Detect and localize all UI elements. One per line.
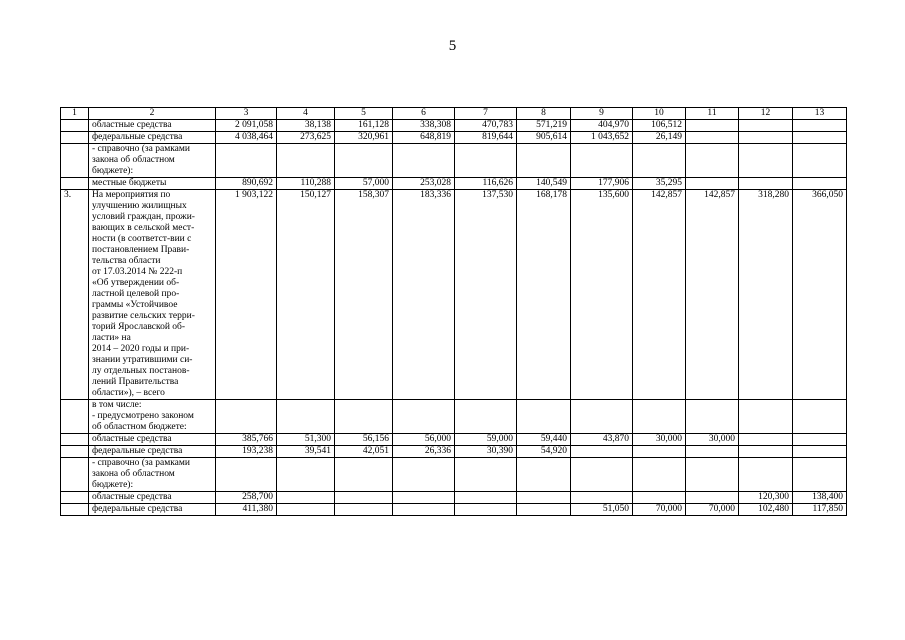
value-cell xyxy=(335,492,393,504)
row-description: областные средства xyxy=(89,120,216,132)
value-cell xyxy=(793,400,847,434)
value-cell xyxy=(277,144,335,178)
row-number xyxy=(61,120,89,132)
value-cell: 59,440 xyxy=(517,434,571,446)
row-number xyxy=(61,434,89,446)
table-row xyxy=(61,144,847,178)
value-cell xyxy=(277,400,335,434)
row-description: федеральные средства xyxy=(89,132,216,144)
value-cell xyxy=(793,132,847,144)
value-cell: 38,138 xyxy=(277,120,335,132)
column-header: 9 xyxy=(571,108,633,120)
value-cell xyxy=(633,144,686,178)
value-cell xyxy=(335,400,393,434)
value-cell xyxy=(277,458,335,492)
value-cell: 117,850 xyxy=(793,504,847,516)
value-cell xyxy=(686,120,739,132)
value-cell xyxy=(277,504,335,516)
value-cell: 39,541 xyxy=(277,446,335,458)
value-cell: 161,128 xyxy=(335,120,393,132)
value-cell xyxy=(793,144,847,178)
column-header: 7 xyxy=(455,108,517,120)
value-cell: 320,961 xyxy=(335,132,393,144)
value-cell: 120,300 xyxy=(739,492,793,504)
table-row xyxy=(61,446,847,458)
value-cell: 56,156 xyxy=(335,434,393,446)
value-cell xyxy=(335,458,393,492)
column-header: 1 xyxy=(61,108,89,120)
value-cell xyxy=(393,400,455,434)
value-cell xyxy=(455,504,517,516)
value-cell xyxy=(517,492,571,504)
value-cell xyxy=(277,492,335,504)
value-cell xyxy=(633,446,686,458)
value-cell xyxy=(686,400,739,434)
value-cell: 102,480 xyxy=(739,504,793,516)
value-cell: 258,700 xyxy=(216,492,277,504)
value-cell: 140,549 xyxy=(517,178,571,190)
value-cell xyxy=(393,144,455,178)
value-cell: 158,307 xyxy=(335,190,393,400)
value-cell xyxy=(686,132,739,144)
column-header: 6 xyxy=(393,108,455,120)
column-header: 10 xyxy=(633,108,686,120)
value-cell: 43,870 xyxy=(571,434,633,446)
value-cell xyxy=(393,504,455,516)
value-cell xyxy=(571,446,633,458)
value-cell xyxy=(517,400,571,434)
value-cell: 137,530 xyxy=(455,190,517,400)
row-description: местные бюджеты xyxy=(89,178,216,190)
row-number xyxy=(61,458,89,492)
value-cell xyxy=(793,178,847,190)
value-cell: 57,000 xyxy=(335,178,393,190)
table-row xyxy=(61,120,847,132)
value-cell xyxy=(393,458,455,492)
value-cell: 26,336 xyxy=(393,446,455,458)
value-cell xyxy=(216,144,277,178)
row-description: в том числе: - предусмотрено законом об областном бюджете: xyxy=(89,400,216,434)
value-cell: 42,051 xyxy=(335,446,393,458)
table-row xyxy=(61,504,847,516)
value-cell xyxy=(455,458,517,492)
row-description: областные средства xyxy=(89,492,216,504)
value-cell xyxy=(571,144,633,178)
value-cell: 648,819 xyxy=(393,132,455,144)
value-cell xyxy=(335,504,393,516)
value-cell: 116,626 xyxy=(455,178,517,190)
page-number: 5 xyxy=(448,38,457,54)
column-header: 11 xyxy=(686,108,739,120)
value-cell: 56,000 xyxy=(393,434,455,446)
value-cell xyxy=(455,400,517,434)
value-cell: 70,000 xyxy=(633,504,686,516)
value-cell: 819,644 xyxy=(455,132,517,144)
table-row xyxy=(61,190,847,400)
row-description: областные средства xyxy=(89,434,216,446)
row-number: 3. xyxy=(61,190,89,400)
value-cell: 571,219 xyxy=(517,120,571,132)
value-cell xyxy=(517,458,571,492)
value-cell: 142,857 xyxy=(686,190,739,400)
row-number xyxy=(61,400,89,434)
column-header: 12 xyxy=(739,108,793,120)
value-cell xyxy=(633,492,686,504)
value-cell: 1 903,122 xyxy=(216,190,277,400)
value-cell xyxy=(739,178,793,190)
value-cell: 318,280 xyxy=(739,190,793,400)
value-cell: 26,149 xyxy=(633,132,686,144)
row-number xyxy=(61,504,89,516)
value-cell: 470,783 xyxy=(455,120,517,132)
value-cell: 110,288 xyxy=(277,178,335,190)
value-cell xyxy=(216,458,277,492)
column-header: 5 xyxy=(335,108,393,120)
value-cell: 1 043,652 xyxy=(571,132,633,144)
value-cell xyxy=(455,492,517,504)
table-row xyxy=(61,492,847,504)
table-header-row xyxy=(61,108,847,120)
value-cell: 193,238 xyxy=(216,446,277,458)
column-header: 2 xyxy=(89,108,216,120)
row-number xyxy=(61,178,89,190)
value-cell xyxy=(517,144,571,178)
value-cell xyxy=(216,400,277,434)
value-cell xyxy=(335,144,393,178)
value-cell: 30,000 xyxy=(633,434,686,446)
row-number xyxy=(61,132,89,144)
value-cell: 35,295 xyxy=(633,178,686,190)
row-number xyxy=(61,144,89,178)
value-cell xyxy=(739,120,793,132)
value-cell: 30,000 xyxy=(686,434,739,446)
value-cell xyxy=(571,492,633,504)
value-cell: 404,970 xyxy=(571,120,633,132)
value-cell: 59,000 xyxy=(455,434,517,446)
value-cell xyxy=(571,400,633,434)
value-cell xyxy=(393,492,455,504)
value-cell: 905,614 xyxy=(517,132,571,144)
row-description: федеральные средства xyxy=(89,446,216,458)
value-cell: 273,625 xyxy=(277,132,335,144)
value-cell: 150,127 xyxy=(277,190,335,400)
value-cell xyxy=(455,144,517,178)
value-cell xyxy=(739,446,793,458)
value-cell: 411,380 xyxy=(216,504,277,516)
value-cell: 366,050 xyxy=(793,190,847,400)
value-cell xyxy=(686,458,739,492)
row-description: На мероприятия по улучшению жилищных условий граждан, прожи- вающих в сельской мест- ности (в соответст-вии с постановлением Прави- тельства области от 17.03.2014 № 222-п «Об утверждении об- ластной целевой про- граммы «Устойчивое развитие сельских терри- торий Ярославской об- ласти» на 2014 – 2020 годы и при- знании утратившими си- лу отдельных постанов- лений Правительства области»), – всего xyxy=(89,190,216,400)
value-cell: 106,512 xyxy=(633,120,686,132)
value-cell xyxy=(793,120,847,132)
row-number xyxy=(61,492,89,504)
row-description: федеральные средства xyxy=(89,504,216,516)
value-cell xyxy=(739,400,793,434)
value-cell: 70,000 xyxy=(686,504,739,516)
budget-table xyxy=(60,107,847,516)
table-row xyxy=(61,458,847,492)
column-header: 13 xyxy=(793,108,847,120)
value-cell xyxy=(571,458,633,492)
table-row xyxy=(61,434,847,446)
table-row xyxy=(61,400,847,434)
value-cell: 168,178 xyxy=(517,190,571,400)
value-cell: 338,308 xyxy=(393,120,455,132)
value-cell: 30,390 xyxy=(455,446,517,458)
value-cell xyxy=(686,178,739,190)
value-cell: 138,400 xyxy=(793,492,847,504)
value-cell: 54,920 xyxy=(517,446,571,458)
row-description: - справочно (за рамками закона об областном бюджете): xyxy=(89,458,216,492)
value-cell: 4 038,464 xyxy=(216,132,277,144)
value-cell: 135,600 xyxy=(571,190,633,400)
value-cell: 142,857 xyxy=(633,190,686,400)
column-header: 4 xyxy=(277,108,335,120)
value-cell: 51,300 xyxy=(277,434,335,446)
value-cell xyxy=(633,458,686,492)
row-number xyxy=(61,446,89,458)
table-row xyxy=(61,132,847,144)
value-cell: 177,906 xyxy=(571,178,633,190)
value-cell xyxy=(739,434,793,446)
value-cell: 183,336 xyxy=(393,190,455,400)
table-row xyxy=(61,178,847,190)
value-cell xyxy=(793,446,847,458)
row-description: - справочно (за рамками закона об областном бюджете): xyxy=(89,144,216,178)
value-cell: 2 091,058 xyxy=(216,120,277,132)
value-cell: 385,766 xyxy=(216,434,277,446)
value-cell xyxy=(686,492,739,504)
value-cell xyxy=(793,434,847,446)
column-header: 8 xyxy=(517,108,571,120)
value-cell xyxy=(739,132,793,144)
value-cell: 253,028 xyxy=(393,178,455,190)
value-cell xyxy=(686,144,739,178)
value-cell: 890,692 xyxy=(216,178,277,190)
value-cell xyxy=(517,504,571,516)
value-cell xyxy=(739,144,793,178)
value-cell xyxy=(686,446,739,458)
value-cell xyxy=(633,400,686,434)
value-cell xyxy=(739,458,793,492)
column-header: 3 xyxy=(216,108,277,120)
value-cell xyxy=(793,458,847,492)
value-cell: 51,050 xyxy=(571,504,633,516)
